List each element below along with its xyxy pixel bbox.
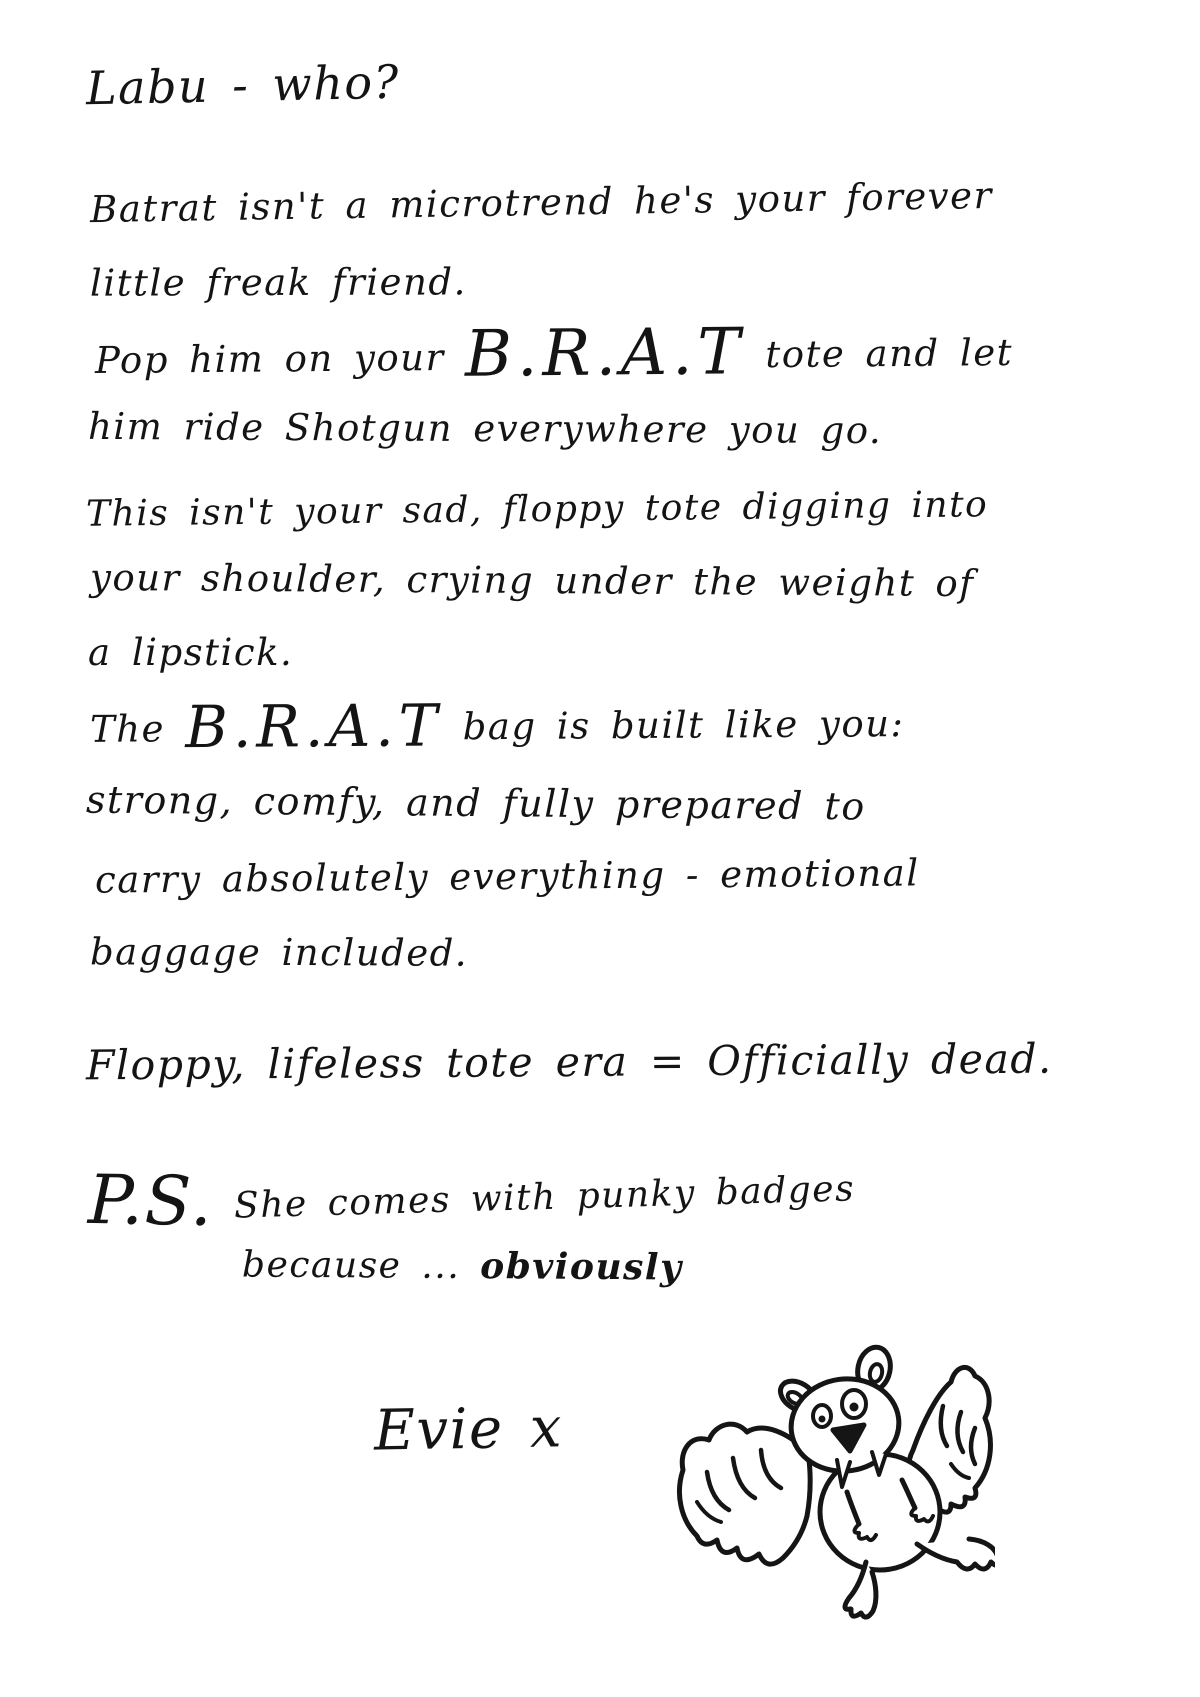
- note-line: Batrat isn't a microtrend he's your forever: [89, 173, 994, 232]
- signature: Evie x: [373, 1395, 564, 1464]
- line-pre: Pop him on your: [94, 335, 466, 383]
- slogan-line: [85, 1034, 1053, 1090]
- note-line: carry absolutely everything - emotional: [94, 851, 920, 902]
- note-line: little freak friend.: [89, 260, 467, 305]
- line-post: bag is built like you:: [442, 702, 905, 749]
- bat-left-wing: [679, 1424, 810, 1564]
- line-pre: The: [89, 707, 186, 751]
- ps-line2-emphasis: obviously: [480, 1245, 683, 1289]
- ps-label: P.S.: [87, 1160, 215, 1243]
- note-line: This isn't your sad, floppy tote digging into: [85, 484, 989, 535]
- ps-line: [241, 1244, 683, 1289]
- note-line: [94, 315, 1014, 392]
- note-line: your shoulder, crying under the weight of: [89, 555, 975, 606]
- note-title: Labu - who?: [85, 54, 401, 116]
- note-line: [89, 691, 905, 762]
- batrat-drawing-icon: [645, 1332, 995, 1624]
- brat-wordmark: B.R.A.T: [184, 691, 443, 762]
- slogan-part1: Floppy, lifeless tote era =: [85, 1037, 708, 1090]
- note-line: strong, comfy, and fully prepared to: [85, 777, 866, 829]
- line-post: tote and let: [744, 330, 1014, 377]
- ps-line2-pre: because ...: [241, 1244, 481, 1288]
- note-line: him ride Shotgun everywhere you go.: [87, 404, 883, 453]
- slogan-part2: Officially dead.: [707, 1034, 1053, 1086]
- note-line: a lipstick.: [88, 631, 294, 674]
- note-line: baggage included.: [89, 930, 469, 975]
- ps-line: She comes with punky badges: [233, 1168, 856, 1227]
- brat-wordmark: B.R.A.T: [464, 315, 746, 392]
